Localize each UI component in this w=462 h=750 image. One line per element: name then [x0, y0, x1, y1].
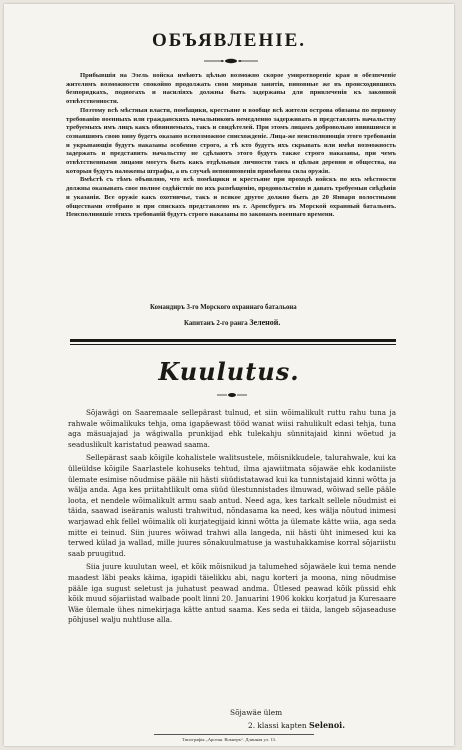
estonian-signature-title: Sõjawäe ülem [230, 708, 283, 717]
estonian-title: Kuulutus. [158, 357, 300, 386]
estonian-body [68, 408, 396, 629]
estonian-paragraph: Sõjawägi on Saaremaale sellepärast tulnud, et siin wõimalikult ruttu rahu tuna ja rahwale wõimalikuks tehja, oma igapäewast tööd wanat wiisi rahulikult edasi tehja, tuna aga mäsuajajad ja wägiwalla prunkijad ehk tulekahju sünnitajaid kinni wõetud ja seaduslikult karistatud peawad saama. [68, 408, 396, 449]
russian-signature-rank [184, 318, 280, 327]
section-divider-thin [70, 344, 396, 345]
russian-signature-title: Командиръ 3-го Морского охраннаго батальона [150, 304, 297, 311]
section-divider-thick [70, 339, 396, 342]
ornament-divider [204, 58, 258, 64]
estonian-signature-rank [248, 720, 345, 730]
russian-paragraph: Вмѣстѣ съ тѣмъ объявляю, что всѣ помѣщики и крестьяне при проходѣ войскъ по ихъ мѣстности должны оказывать свое полное содѣйствіе по ихъ размѣщенію, продовольствію и давать требуемыя свѣдѣнія и указанія. Все оружіе какъ охотничье, такъ и всякое другое должно быть до 20 Января волостными обществами отобрано и при спискахъ представлено въ г. Аренсбургъ въ Морской охранный батальонъ. Неисполнившіе этихъ требованій будутъ строго наказаны по законамъ военнаго времени. [66, 176, 396, 219]
estonian-paragraph: Siia juure kuulutan weel, et kõik mõisnikud ja talumehed sõjawäele kui tema nende maadest läbi peaks käima, igapidi täielikku abi, nagu korteri ja moona, ning nõudmise pääle iga sugust seletust ja juhatust peawad andma. Ütlesed peawad kõik püssid ehk kõik muud sõjariistad walbade poolt linni 20. Januarini 1906 kokku korjatud ja Kuresaare Wäe ülemale ühes nimekirjaga kätte antud saama. Kes seda ei täida, langeb sõjaseaduse põhjusel walju nuhtluse alla. [68, 562, 396, 625]
estonian-signature-rank-label: 2. klassi kapten [248, 721, 310, 730]
ornament-divider [217, 392, 247, 398]
estonian-paragraph: Sellepärast saab kõigile kohalistele walitsustele, mõisnikkudele, talurahwale, kui ka ülleüldse kõigile Saarlastele kohuseks tehtud, ilma ajawiitmata sõjawäe ehk kodaniiste ülemate esimise nõudmise pääle nii hästi süüdistatawad kui ka tunnistajaid kinni wõtta ja wälja anda. Aga kes priitahtlikult oma süüd ülestunnistades ilmuwad, wõiwad selle pääle loota, et nendele wõimalikult armu saab antud. Need aga, kes tarkalt sellele nõudmist ei täida, saawad iseäranis walusti trahwitud, nõndasama ka need, kes wälja nõutud inimesi warjawad ehk fellel wõimalik oli kurjategijaid kinni wõtta ja ülemate kätte wiia, aga seda mitte ei teinud. Siin juures wõiwad trahwi alla langeda, nii hästi üht inimesed kui ka terwed külad ja wallad, mille juures sõnakuulmatuse ja wastuhakkamise korral sõjariistu saab pruugitud. [68, 453, 396, 558]
russian-body [66, 72, 396, 220]
russian-title: ОБЪЯВЛЕНІЕ. [151, 30, 307, 51]
footer-divider [154, 734, 314, 735]
estonian-signature-name: Selenoi. [309, 720, 346, 730]
russian-paragraph: Поэтому всѣ мѣстныя власти, помѣщики, крестьяне и вообще всѣ жители острова обязаны по первому требованію военныхъ или гражданскихъ начальниковъ немедленно задерживать и представлять начальству требуемыхъ имъ лицъ какъ обвиняемыхъ, такъ и свидѣтелей. При этомъ лицамъ добровольно явившимся и сознавшимъ свою вину будетъ оказано всевозможное снисхожденіе. Лица-же неисполняющія этого требованія и укрывающія будутъ наказаны особенно строго, а тѣ кто будутъ ихъ скрывать или имѣя возможность задержать и представить начальству не сдѣлаютъ этого будутъ также строго наказаны, при чемъ отвѣтственными лицами могутъ быть какъ отдѣльныя личности такъ и цѣлыя деревни и общества, на которыя будутъ наложены штрафы, а въ случаѣ неповиновенія примѣнена сила оружія. [66, 106, 396, 175]
russian-signature-rank-label: Капитанъ 2-го ранга [184, 320, 250, 327]
printer-imprint: Типографія „Арсеня. Вокнеръ“. Длинная ул. 13. [182, 737, 276, 742]
russian-paragraph: Прибывшія на Эзель войска имѣютъ цѣлью возможно скорое умиротвореніе края и обезпеченіе жителямъ возможности спокойно продолжать свои мирныя занятія, виновные же въ происходившихъ безпорядкахъ, подвогахъ и насиліяхъ должны быть задержаны для привлеченія къ законной отвѣтственности. [66, 72, 396, 106]
notice-sheet [4, 4, 454, 746]
russian-signature-name: Зеленой. [249, 318, 281, 327]
